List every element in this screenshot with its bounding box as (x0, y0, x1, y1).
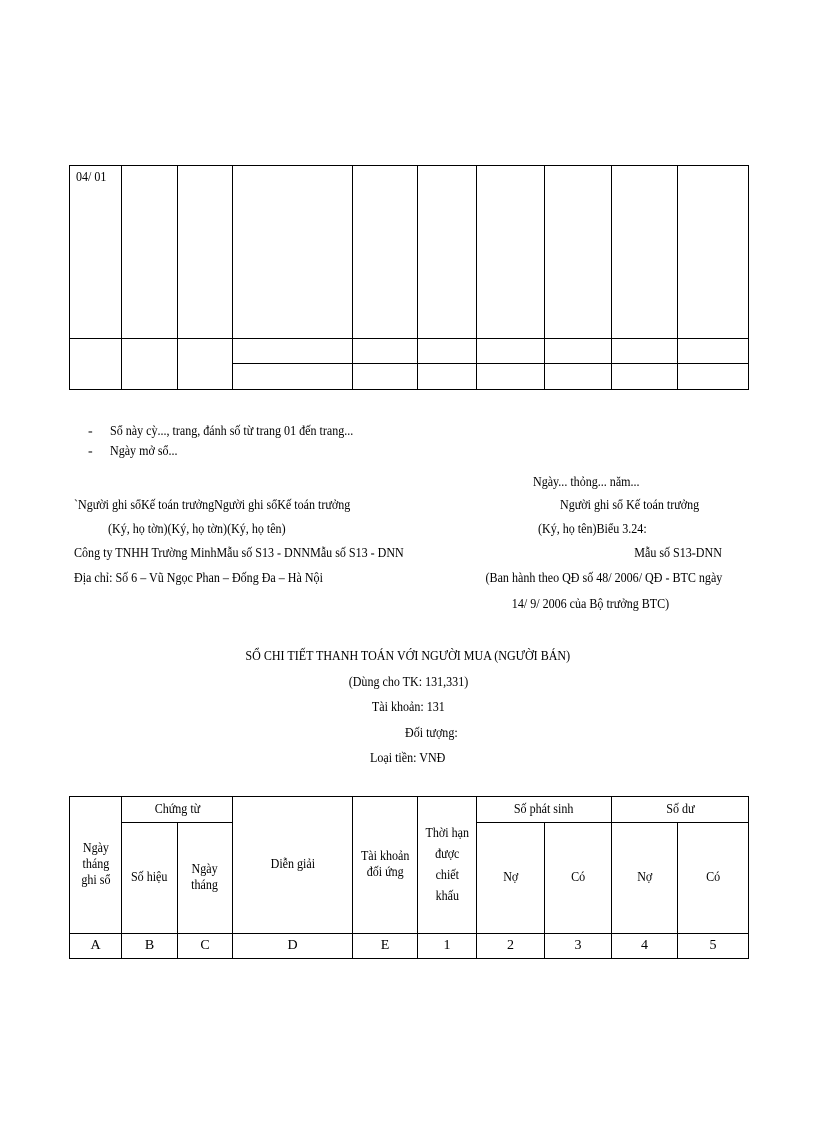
ledger-title: SỔ CHI TIẾT THANH TOÁN VỚI NGƯỜI MUA (NGƯỜI BÁN) (245, 649, 571, 664)
header-arising: Số phát sinh (477, 797, 612, 823)
column-code: D (233, 933, 353, 958)
top-table-date-cell (70, 166, 122, 339)
first-entry-date: 04/ 01 (76, 170, 107, 185)
top-table-cell (353, 339, 418, 364)
header-voucher-date: Ngày tháng (178, 823, 233, 934)
header-discount-term: Thời hạn được chiết khấu (418, 797, 477, 934)
decision-line-2: 14/ 9/ 2006 của Bộ trưởng BTC) (511, 597, 669, 612)
top-table-cell (545, 364, 612, 390)
top-table-cell (545, 166, 612, 339)
column-code: 2 (477, 933, 545, 958)
header-voucher-number: Số hiệu (122, 823, 178, 934)
column-code: 3 (545, 933, 612, 958)
top-table-cell (233, 166, 353, 339)
top-table-cell (418, 166, 477, 339)
top-table-cell (612, 166, 678, 339)
top-table-cell (353, 364, 418, 390)
ledger-notes (88, 422, 393, 462)
header-contra-account: Tài khoản đối ứng (353, 797, 418, 934)
top-table-cell (70, 339, 122, 390)
header-voucher: Chứng từ (122, 797, 233, 823)
header-arising-credit: Có (545, 823, 612, 934)
company-address: Địa chỉ: Số 6 – Vũ Ngọc Phan – Đống Đa – Hà Nội (74, 571, 323, 586)
top-table-cell (678, 166, 749, 339)
top-table-cell (678, 339, 749, 364)
note-item: - Sổ này cỳ..., trang, đánh số từ trang 01 đến trang... (88, 424, 354, 439)
column-code: A (70, 933, 122, 958)
decision-line-1: (Ban hành theo QĐ số 48/ 2006/ QĐ - BTC ngày (485, 571, 722, 586)
signature-roles-left: `Người ghi sổKế toán trưởngNgười ghi sổKế toán trưởng (74, 498, 351, 513)
ledger-subtitle: (Dùng cho TK: 131,331) (348, 675, 468, 690)
top-table-cell (477, 166, 545, 339)
column-code: 5 (678, 933, 749, 958)
top-table-cell (612, 339, 678, 364)
column-code: 4 (612, 933, 678, 958)
ledger-header-table (69, 796, 749, 959)
column-code: B (122, 933, 178, 958)
top-table-cell (545, 339, 612, 364)
signature-signs-right: (Ký, họ tên)Biểu 3.24: (538, 522, 647, 537)
header-description: Diễn giải (233, 797, 353, 934)
header-balance-debit: Nợ (612, 823, 678, 934)
header-arising-debit: Nợ (477, 823, 545, 934)
column-code: E (353, 933, 418, 958)
header-date-recorded: Ngày tháng ghi sổ (70, 797, 122, 934)
note-item: - Ngày mở sổ... (88, 444, 178, 459)
form-code: Mẫu số S13-DNN (634, 546, 722, 561)
top-ledger-table (69, 165, 749, 390)
header-balance-credit: Có (678, 823, 749, 934)
top-table-cell (477, 364, 545, 390)
ledger-account: Tài khoản: 131 (371, 700, 445, 715)
signature-date-line: Ngày... thỏng... năm... (533, 475, 640, 490)
column-code: C (178, 933, 233, 958)
top-table-cell (418, 364, 477, 390)
top-table-cell (233, 339, 353, 364)
ledger-subject: Đối tượng: (405, 726, 458, 741)
company-name: Công ty TNHH Trường MinhMẫu số S13 - DNNMẫu số S13 - DNN (74, 546, 404, 561)
top-table-cell (122, 166, 178, 339)
top-table-cell (678, 364, 749, 390)
column-code: 1 (418, 933, 477, 958)
top-table-cell (178, 166, 233, 339)
top-table-cell (477, 339, 545, 364)
top-table-cell (233, 364, 353, 390)
top-table-cell (122, 339, 178, 390)
header-balance: Số dư (612, 797, 749, 823)
top-table-cell (418, 339, 477, 364)
signature-roles-right: Người ghi sổ Kế toán trưởng (560, 498, 700, 513)
top-table-cell (353, 166, 418, 339)
top-table-cell (178, 339, 233, 390)
top-table-cell (612, 364, 678, 390)
ledger-currency: Loại tiền: VNĐ (370, 751, 446, 766)
signature-signs-left: (Ký, họ tờn)(Ký, họ tờn)(Ký, họ tên) (108, 522, 286, 537)
